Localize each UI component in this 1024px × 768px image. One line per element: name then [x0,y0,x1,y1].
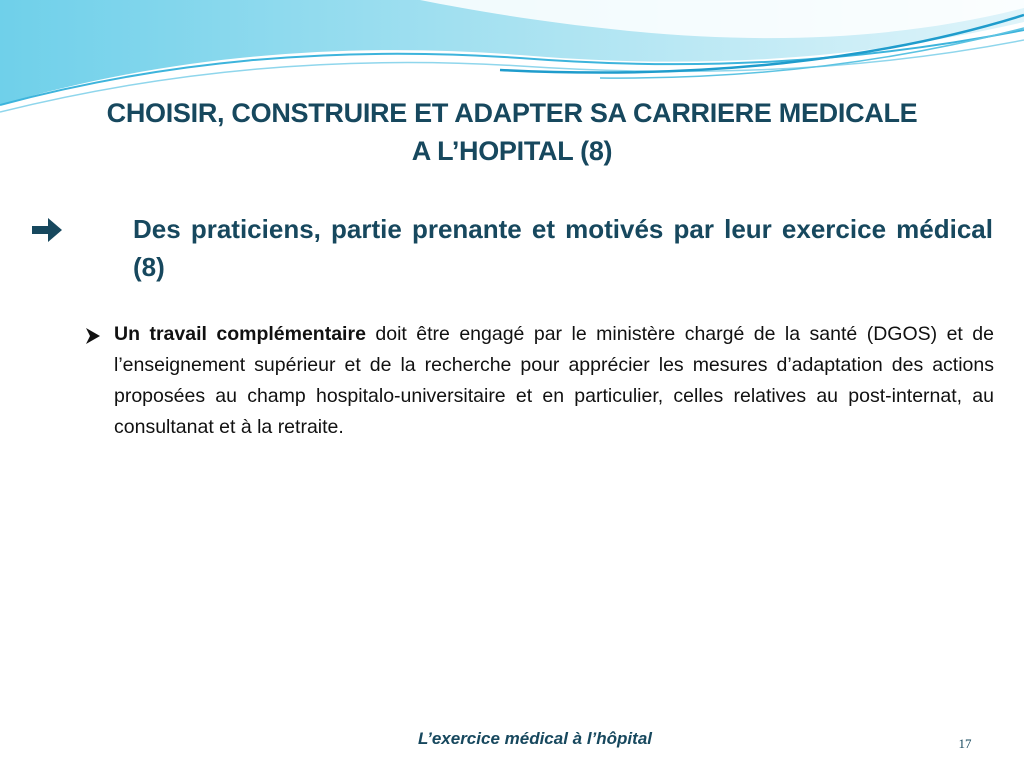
right-arrow-icon [30,215,64,245]
subtitle: Des praticiens, partie prenante et motivés par leur exercice médical (8) [133,214,993,282]
slide-title [40,94,984,170]
triangle-bullet-icon [84,327,102,345]
bullet-paragraph [114,319,994,443]
title-line-2: A L’HOPITAL (8) [411,136,613,166]
title-line-1: CHOISIR, CONSTRUIRE ET ADAPTER SA CARRIERE MEDICALE [106,98,918,128]
bullet-bold-lead: Un travail complémentaire [114,323,366,345]
page-number: 17 [958,736,972,751]
footer-text: L’exercice médical à l’hôpital [417,729,652,748]
bullet-text: doit être engagé par le ministère chargé de la santé (DGOS) et de l’enseignement supérieur et de la recherche pour apprécier les mesures d’adaptation des actions proposées au champ hospitalo-universitaire et en particulier, celles relatives au post-internat, au consultanat et à la retraite. [114,323,994,438]
